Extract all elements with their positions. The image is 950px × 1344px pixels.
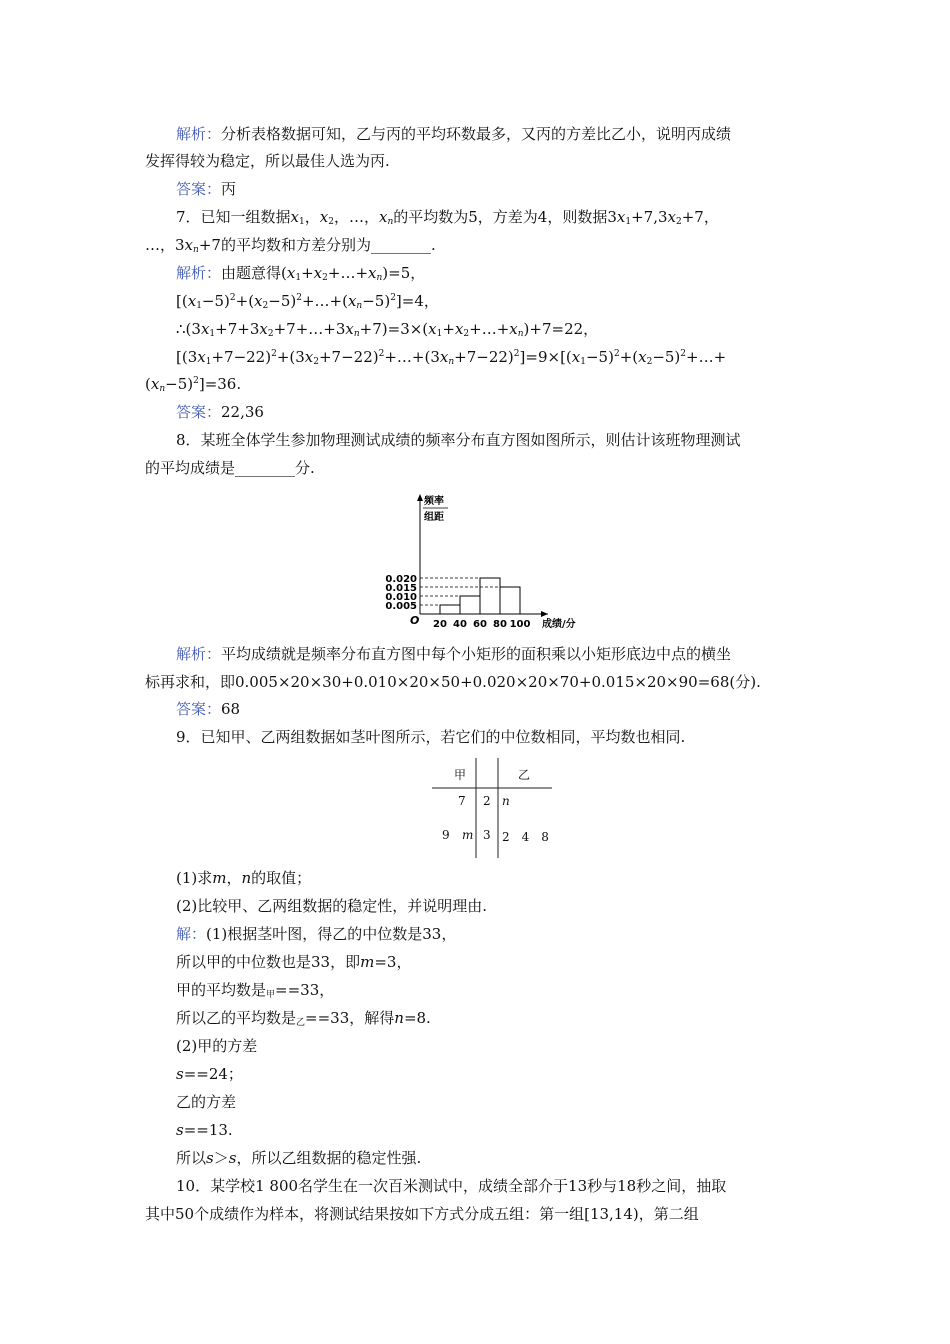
leaf-right-row2: 2 4 8 — [502, 830, 549, 844]
x-tick-label: 100 — [509, 619, 531, 630]
y-axis-arrow — [417, 494, 423, 501]
x-axis-label: 成绩/分 — [542, 619, 576, 630]
q9-solution-line-9: 所以s＞s，所以乙组数据的稳定性强. — [176, 1149, 422, 1167]
q9-part2: (2)比较甲、乙两组数据的稳定性，并说明理由. — [176, 897, 488, 915]
y-label-top: 频率 — [424, 496, 444, 507]
answer-label: 答案： — [176, 180, 222, 198]
q6-analysis-line-2: 发挥得较为稳定，所以最佳人选为丙. — [145, 152, 390, 170]
q7-analysis-line-2: $[(x_1-5)^2+(x_2-5)^2+\dots+(x_n-5)^2]=4$， — [176, 292, 439, 311]
histogram-bar — [460, 596, 480, 614]
q9-solution-line-7: 乙的方差 — [176, 1093, 237, 1111]
analysis-label: 解析： — [176, 125, 222, 143]
q10-stem-line-2: 其中50个成绩作为样本，将测试结果按如下方式分成五组：第一组[13,14)，第二组 — [145, 1205, 699, 1223]
q8-analysis-line-2: 标再求和，即0.005×20×30+0.010×20×50+0.020×20×70+0.015×20×90=68(分). — [145, 673, 761, 691]
frequency-histogram — [380, 490, 610, 635]
x-axis-arrow — [541, 611, 548, 617]
q7-answer: 答案：22,36 — [176, 403, 264, 421]
q7-stem-line-2: …，$3x_n+7$的平均数和方差分别为________. — [145, 236, 436, 255]
leaf-left-row1: 7 — [458, 794, 466, 808]
x-tick-label: 60 — [473, 619, 487, 630]
x-tick-label: 80 — [493, 619, 507, 630]
leaf-right-row1: n — [502, 794, 510, 808]
q7-analysis-line-4: $[(3x_1+7-22)^2+(3x_2+7-22)^2+\dots+(3x_n+7-22)^2]=9\times[(x_1-5)^2+(x_2-5)^2+\dots+$ — [176, 348, 727, 367]
q7-analysis-line-1: 解析：由题意得$(x_1+x_2+\dots+x_n)=5$， — [176, 264, 426, 283]
q6-answer: 答案：丙 — [176, 180, 237, 198]
leaf-left-row2-a: 9 — [442, 828, 450, 842]
stem-leaf-plot — [432, 758, 557, 858]
q9-stem: 9．已知甲、乙两组数据如茎叶图所示，若它们的中位数相同，平均数也相同. — [176, 728, 686, 746]
q8-analysis-line-1: 解析：平均成绩就是频率分布直方图中每个小矩形的面积乘以小矩形底边中点的横坐 — [176, 645, 732, 663]
y-tick-label: 0.020 — [385, 574, 417, 585]
q9-solution-line-5: (2)甲的方差 — [176, 1037, 258, 1055]
origin-label: O — [410, 614, 420, 627]
q9-solution-line-6: s==24； — [176, 1065, 243, 1083]
stem-row2: 3 — [483, 828, 491, 842]
q9-solution-line-3: 甲的平均数是$_甲$==33， — [176, 981, 335, 1000]
y-tick-label: 0.010 — [385, 592, 417, 603]
q6-analysis-line-1: 解析：分析表格数据可知，乙与丙的平均环数最多，又丙的方差比乙小，说明丙成绩 — [176, 125, 732, 143]
y-tick-label: 0.005 — [385, 601, 417, 612]
q7-stem-line-1: 7．已知一组数据$x_1$，$x_2$，…，$x_n$的平均数为5，方差为4，则数据$3x_1+7,3x_2+7$， — [176, 208, 719, 227]
q9-solution-line-8: s==13. — [176, 1121, 233, 1139]
y-tick-label: 0.015 — [385, 583, 417, 594]
q9-solution-line-2: 所以甲的中位数也是33，即m=3， — [176, 953, 412, 971]
x-tick-label: 20 — [433, 619, 447, 630]
q8-answer: 答案：68 — [176, 700, 241, 718]
q7-analysis-line-5: $(x_n-5)^2]=36$. — [145, 375, 242, 394]
x-tick-label: 40 — [453, 619, 467, 630]
stem-row1: 2 — [483, 794, 491, 808]
y-label-bottom: 组距 — [424, 512, 444, 523]
q9-solution-line-4: 所以乙的平均数是$_乙$==33，解得n=8. — [176, 1009, 431, 1028]
q8-stem-line-2: 的平均成绩是________分. — [145, 459, 315, 477]
histogram-bar — [440, 605, 460, 614]
q9-solution-line-1: 解：(1)根据茎叶图，得乙的中位数是33， — [176, 925, 457, 943]
leaf-left-row2-b: m — [462, 828, 474, 842]
histogram-bar — [500, 587, 520, 614]
right-header: 乙 — [518, 768, 531, 782]
histogram-bar — [480, 578, 500, 614]
q7-analysis-line-3: $\therefore(3x_1+7+3x_2+7+\dots+3x_n+7)=3\times(x_1+x_2+\dots+x_n)+7=22$， — [176, 320, 599, 339]
left-header: 甲 — [454, 768, 467, 782]
q10-stem-line-1: 10．某学校1 800名学生在一次百米测试中，成绩全部介于13秒与18秒之间，抽取 — [176, 1177, 727, 1195]
q8-stem-line-1: 8．某班全体学生参加物理测试成绩的频率分布直方图如图所示，则估计该班物理测试 — [176, 431, 741, 449]
q9-part1: (1)求m，n的取值； — [176, 869, 312, 887]
